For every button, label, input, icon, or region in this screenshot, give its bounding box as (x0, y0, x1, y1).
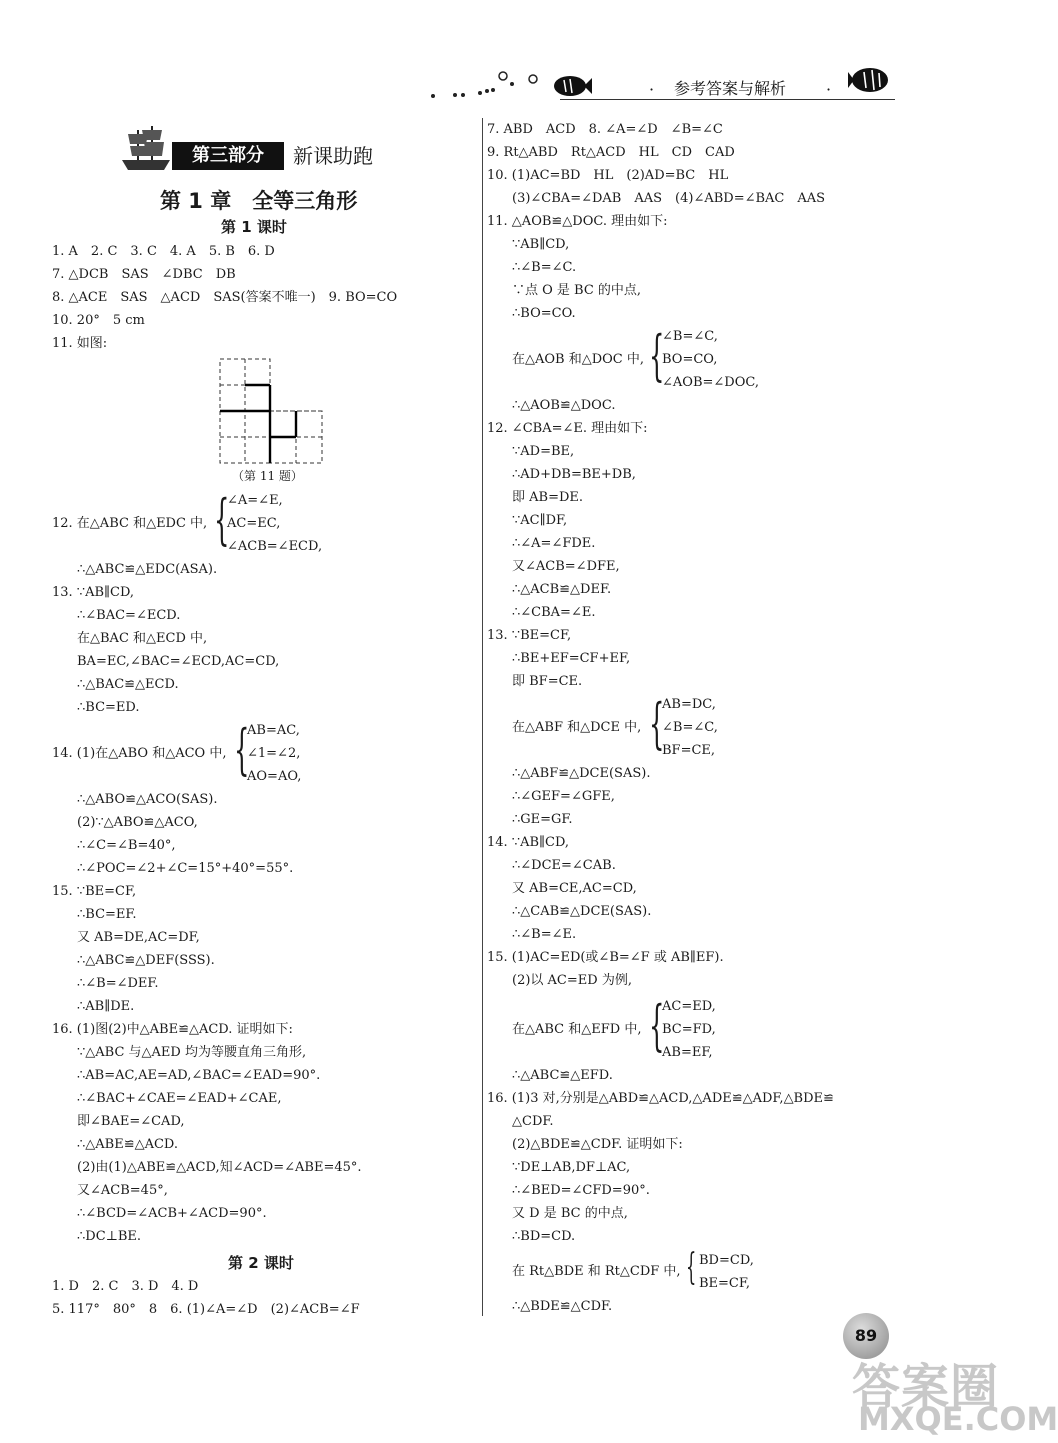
answer-line: 11. △AOB≌△DOC. 理由如下: (487, 214, 668, 229)
header-bullet-right: · (826, 80, 832, 99)
answer-line: ∴△ABC≌△EFD. (512, 1068, 613, 1083)
answer-line: ∵AB∥CD, (512, 237, 570, 252)
answer-line: ∴AD+DB=BE+DB, (512, 467, 636, 482)
answer-line: 在△ABF 和△DCE 中, (512, 720, 642, 735)
grid-figure (218, 357, 326, 467)
watermark-url: MXQE.COM (858, 1400, 1058, 1438)
answer-line: ∴∠DCE=∠CAB. (512, 858, 616, 873)
answer-line: 又 D 是 BC 的中点, (512, 1206, 628, 1221)
answer-line: 13. ∵AB∥CD, (52, 585, 135, 600)
answer-line: 9. Rt△ABD Rt△ACD HL CD CAD (487, 145, 735, 160)
answer-line: (2)以 AC=ED 为例, (512, 973, 632, 988)
answer-line: 14. (1)在△ABO 和△ACO 中, (52, 746, 227, 761)
figure-caption: （第 11 题） (232, 469, 303, 483)
answer-line: BC=FD, (662, 1022, 716, 1037)
answer-line: ∵AC∥DF, (512, 513, 568, 528)
answer-line: 又 AB=DE,AC=DF, (77, 930, 200, 945)
answer-line: 又∠ACB=∠DFE, (512, 559, 620, 574)
answer-line: AB=AC, (247, 723, 300, 738)
answer-line: ∴DC⊥BE. (77, 1229, 142, 1244)
answer-line: ∴∠CBA=∠E. (512, 605, 596, 620)
answer-line: ∴△ABO≌△ACO(SAS). (77, 792, 218, 807)
answer-line: ∴∠BAC+∠CAE=∠EAD+∠CAE, (77, 1091, 282, 1106)
answer-line: 16. (1)图(2)中△ABE≌△ACD. 证明如下: (52, 1022, 293, 1037)
answer-line: 14. ∵AB∥CD, (487, 835, 570, 850)
answer-line: 7. ABD ACD 8. ∠A=∠D ∠B=∠C (487, 122, 723, 137)
answer-line: ∴AB=AC,AE=AD,∠BAC=∠EAD=90°. (77, 1068, 321, 1083)
header-title: 参考答案与解析 (674, 79, 787, 98)
answer-line: (2)由(1)△ABE≌△ACD,知∠ACD=∠ABE=45°. (77, 1160, 362, 1175)
answer-line: (2)∵△ABO≌△ACO, (77, 815, 198, 830)
answer-line: BA=EC,∠BAC=∠ECD,AC=CD, (77, 654, 280, 669)
answer-line: ∴∠GEF=∠GFE, (512, 789, 615, 804)
answer-line: 12. 在△ABC 和△EDC 中, (52, 516, 208, 531)
answer-line: (3)∠CBA=∠DAB AAS (4)∠ABD=∠BAC AAS (512, 191, 826, 206)
brace: { (649, 324, 665, 387)
answer-line: 7. △DCB SAS ∠DBC DB (52, 267, 236, 282)
answer-line: ∴AB∥DE. (77, 999, 135, 1014)
answer-line: AC=EC, (227, 516, 281, 531)
answer-line: 12. ∠CBA=∠E. 理由如下: (487, 421, 648, 436)
answer-line: 即∠BAE=∠CAD, (77, 1114, 185, 1129)
answer-line: 在 Rt△BDE 和 Rt△CDF 中, (512, 1264, 681, 1279)
answer-line: 在△BAC 和△ECD 中, (77, 631, 208, 646)
answer-line: ∴△ABF≌△DCE(SAS). (512, 766, 651, 781)
answer-line: ∠ACB=∠ECD, (227, 539, 323, 554)
header-bullet-left: · (649, 80, 655, 99)
answer-line: ∴△BAC≌△ECD. (77, 677, 179, 692)
answer-line: ∴∠B=∠E. (512, 927, 577, 942)
answer-line: BD=CD, (699, 1253, 754, 1268)
answer-line: ∴△ABC≌△DEF(SSS). (77, 953, 215, 968)
answer-line: 10. (1)AC=BD HL (2)AD=BC HL (487, 168, 729, 183)
answer-line: ∠A=∠E, (227, 493, 283, 508)
answer-line: ∵点 O 是 BC 的中点, (512, 283, 642, 298)
lesson-1-heading: 第 1 课时 (221, 218, 287, 236)
watermark-logo: 答案圈 (852, 1359, 1000, 1415)
answer-line: 10. 20° 5 cm (52, 313, 145, 328)
answer-line: ∴∠A=∠FDE. (512, 536, 596, 551)
answer-line: 15. (1)AC=ED(或∠B=∠F 或 AB∥EF). (487, 950, 724, 965)
answer-line: 即 BF=CE. (512, 674, 583, 689)
answer-line: BF=CE, (662, 743, 716, 758)
answer-line: ∴△ACB≌△DEF. (512, 582, 612, 597)
answer-line: ∠AOB=∠DOC, (662, 375, 759, 390)
answer-line: △CDF. (512, 1114, 554, 1129)
ship-icon (118, 122, 176, 174)
answer-line: ∴△ABE≌△ACD. (77, 1137, 179, 1152)
answer-line: 即 AB=DE. (512, 490, 584, 505)
answer-line: AC=ED, (662, 999, 716, 1014)
brace: { (214, 488, 230, 551)
answer-line: ∴BO=CO. (512, 306, 576, 321)
answer-line: 1. A 2. C 3. C 4. A 5. B 6. D (52, 244, 275, 259)
brace: { (234, 718, 250, 781)
answer-line: ∵△ABC 与△AED 均为等腰直角三角形, (77, 1045, 307, 1060)
answer-line: ∵AD=BE, (512, 444, 575, 459)
answer-line: 在△ABC 和△EFD 中, (512, 1022, 642, 1037)
answer-line: AO=AO, (247, 769, 302, 784)
answer-line: ∴△CAB≌△DCE(SAS). (512, 904, 652, 919)
answer-line: ∠B=∠C, (662, 720, 718, 735)
answer-line: ∴BE+EF=CF+EF, (512, 651, 631, 666)
answer-line: 5. 117° 80° 8 6. (1)∠A=∠D (2)∠ACB=∠F (52, 1302, 360, 1317)
answer-line: ∴△ABC≌△EDC(ASA). (77, 562, 218, 577)
brace: { (649, 994, 665, 1057)
answer-line: ∴∠C=∠B=40°, (77, 838, 176, 853)
answer-line: 11. 如图: (52, 336, 108, 351)
header-rule (560, 99, 895, 100)
answer-line: 13. ∵BE=CF, (487, 628, 572, 643)
fish-icon (848, 64, 894, 96)
answer-line: 8. △ACE SAS △ACD SAS(答案不唯一) 9. BO=CO (52, 290, 398, 305)
answer-line: ∴∠B=∠C. (512, 260, 577, 275)
answer-line: ∴∠BCD=∠ACB+∠ACD=90°. (77, 1206, 267, 1221)
page-number: 89 (843, 1313, 889, 1359)
brace: { (686, 1247, 697, 1288)
answer-line: ∠B=∠C, (662, 329, 718, 344)
fish-icon (548, 72, 592, 100)
answer-line: BO=CO, (662, 352, 718, 367)
answer-line: 1. D 2. C 3. D 4. D (52, 1279, 199, 1294)
column-divider (482, 118, 483, 1316)
answer-line: AB=DC, (662, 697, 716, 712)
answer-line: 又∠ACB=45°, (77, 1183, 168, 1198)
answer-line: ∴BD=CD. (512, 1229, 576, 1244)
answer-line: AB=EF, (662, 1045, 713, 1060)
answer-line: 又 AB=CE,AC=CD, (512, 881, 637, 896)
answer-line: ∴∠B=∠DEF. (77, 976, 159, 991)
answer-line: ∴BC=EF. (77, 907, 137, 922)
answer-line: ∴∠BED=∠CFD=90°. (512, 1183, 650, 1198)
answer-line: ∴GE=GF. (512, 812, 573, 827)
answer-line: ∠1=∠2, (247, 746, 301, 761)
answer-line: ∴△BDE≌△CDF. (512, 1299, 613, 1314)
part-label: 第三部分 (172, 142, 284, 170)
answer-line: ∴BC=ED. (77, 700, 140, 715)
answer-line: BE=CF, (699, 1276, 751, 1291)
answer-line: ∵DE⊥AB,DF⊥AC, (512, 1160, 631, 1175)
answer-line: (2)△BDE≌△CDF. 证明如下: (512, 1137, 683, 1152)
answer-line: 16. (1)3 对,分别是△ABD≌△ACD,△ADE≌△ADF,△BDE≌ (487, 1091, 834, 1106)
lesson-2-heading: 第 2 课时 (228, 1254, 294, 1272)
chapter-title: 第 1 章 全等三角形 (160, 189, 358, 213)
answer-line: ∴∠POC=∠2+∠C=15°+40°=55°. (77, 861, 294, 876)
answer-line: 在△AOB 和△DOC 中, (512, 352, 645, 367)
answer-line: ∴∠BAC=∠ECD. (77, 608, 181, 623)
answer-line: 15. ∵BE=CF, (52, 884, 137, 899)
part-subtitle: 新课助跑 (293, 144, 373, 168)
answer-line: ∴△AOB≌△DOC. (512, 398, 616, 413)
brace: { (649, 692, 665, 755)
